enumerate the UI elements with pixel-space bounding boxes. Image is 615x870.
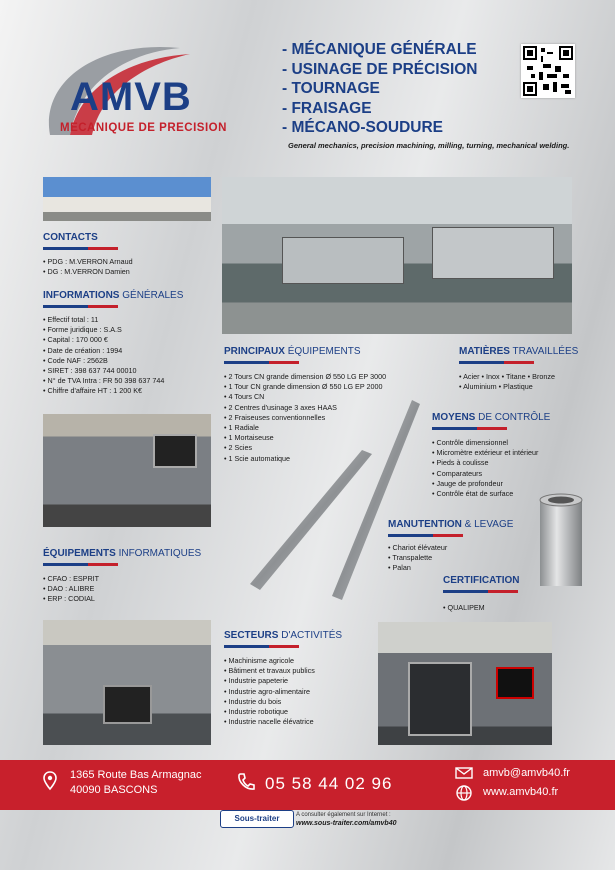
equipment-item: • 2 Centres d'usinage 3 axes HAAS <box>224 403 386 413</box>
sector-item: • Industrie du bois <box>224 697 342 707</box>
sector-item: • Industrie robotique <box>224 707 342 717</box>
control-item: • Contrôle dimensionnel <box>432 438 550 448</box>
info-item: • Capital : 170 000 € <box>43 335 183 345</box>
materials-title-light: TRAVAILLÉES <box>509 346 579 357</box>
email-link[interactable]: amvb@amvb40.fr <box>483 767 570 779</box>
control-title-light: DE CONTRÔLE <box>475 412 551 423</box>
sector-item: • Bâtiment et travaux publics <box>224 666 342 676</box>
info-item: • Date de création : 1994 <box>43 346 183 356</box>
section-divider <box>224 645 299 648</box>
services-list <box>282 40 478 138</box>
phone-number[interactable]: 05 58 44 02 96 <box>265 774 393 793</box>
section-divider <box>388 534 463 537</box>
handling-section <box>388 519 513 574</box>
service-item: - USINAGE DE PRÉCISION <box>282 60 478 78</box>
tagline: General mechanics, precision machining, milling, turning, mechanical welding. <box>288 141 570 150</box>
section-divider <box>443 590 518 593</box>
section-divider <box>432 427 507 430</box>
it-item: • CFAO : ESPRIT <box>43 574 201 584</box>
certification-title: CERTIFICATION <box>443 575 520 586</box>
equipment-item: • 1 Radiale <box>224 423 386 433</box>
sector-item: • Industrie papeterie <box>224 676 342 686</box>
equipment-item: • 1 Tour CN grande dimension Ø 550 LG EP 2000 <box>224 382 386 392</box>
it-title-light: INFORMATIQUES <box>115 548 202 559</box>
materials-title-bold: MATIÈRES <box>459 346 510 357</box>
control-item: • Micromètre extérieur et intérieur <box>432 448 550 458</box>
sector-item: • Machinisme agricole <box>224 656 342 666</box>
sectors-title <box>224 630 342 641</box>
sous-traiter-logo[interactable]: Sous-traiter <box>220 810 294 828</box>
handling-title <box>388 519 513 530</box>
control-item: • Jauge de profondeur <box>432 479 550 489</box>
sectors-title-light: D'ACTIVITÉS <box>278 630 343 641</box>
materials-section <box>459 346 578 392</box>
control-title <box>432 412 550 423</box>
equipment-item: • 1 Scie automatique <box>224 454 386 464</box>
info-item: • Code NAF : 2562B <box>43 356 183 366</box>
handling-item: • Transpalette <box>388 553 513 563</box>
section-divider <box>43 247 118 250</box>
lathe-photo <box>43 620 211 745</box>
section-divider <box>43 563 118 566</box>
materials-line: • Acier • Inox • Titane • Bronze <box>459 372 555 381</box>
sector-item: • Industrie agro-alimentaire <box>224 687 342 697</box>
equipment-title <box>224 346 386 357</box>
it-item: • ERP : CODIAL <box>43 594 201 604</box>
workshop-photo <box>222 177 572 334</box>
equipment-item: • 2 Tours CN grande dimension Ø 550 LG EP 3000 <box>224 372 386 382</box>
phone-icon <box>236 772 256 792</box>
brand-name: AMVB <box>70 75 192 119</box>
sectors-section <box>224 630 342 727</box>
control-item: • Pieds à coulisse <box>432 458 550 468</box>
materials-title <box>459 346 578 357</box>
control-item: • Contrôle état de surface <box>432 489 550 499</box>
building-photo <box>43 177 211 221</box>
service-item: - FRAISAGE <box>282 99 372 117</box>
certification-section <box>443 575 519 613</box>
it-title-bold: ÉQUIPEMENTS <box>43 548 116 559</box>
equipment-item: • 2 Scies <box>224 443 386 453</box>
mail-icon <box>455 767 473 779</box>
equipment-item: • 2 Fraiseuses conventionnelles <box>224 413 386 423</box>
service-item: - MÉCANO-SOUDURE <box>282 119 444 136</box>
equipment-title-bold: PRINCIPAUX <box>224 346 285 357</box>
contact-item: • PDG : M.VERRON Arnaud <box>43 257 133 267</box>
it-title <box>43 548 201 559</box>
info-item: • Effectif total : 11 <box>43 315 183 325</box>
sous-traiter-note: A consulter également sur Internet : <box>296 812 391 818</box>
equipment-item: • 1 Mortaiseuse <box>224 433 386 443</box>
sectors-title-bold: SECTEURS <box>224 630 279 641</box>
info-section <box>43 290 183 397</box>
handling-title-bold: MANUTENTION <box>388 519 462 530</box>
contact-item: • DG : M.VERRON Damien <box>43 267 133 277</box>
service-item: - MÉCANIQUE GÉNÉRALE <box>282 41 477 58</box>
info-item: • SIRET : 398 637 744 00010 <box>43 366 183 376</box>
control-title-bold: MOYENS <box>432 412 476 423</box>
control-section <box>432 412 550 499</box>
it-section <box>43 548 201 605</box>
website-link[interactable]: www.amvb40.fr <box>483 786 559 798</box>
address-line-1: 1365 Route Bas Armagnac <box>70 769 202 781</box>
handling-item: • Chariot élévateur <box>388 543 513 553</box>
materials-line: • Aluminium • Plastique <box>459 382 533 391</box>
info-item: • Forme juridique : S.A.S <box>43 325 183 335</box>
handling-item: • Palan <box>388 563 513 573</box>
equipment-title-light: ÉQUIPEMENTS <box>284 346 361 357</box>
section-divider <box>43 305 118 308</box>
globe-icon <box>456 785 472 801</box>
info-item: • N° de TVA Intra : FR 50 398 637 744 <box>43 376 183 386</box>
location-pin-icon <box>43 771 57 791</box>
contacts-title: CONTACTS <box>43 232 98 243</box>
bushing-image <box>538 492 584 592</box>
qr-code <box>521 44 575 98</box>
handling-title-light: & LEVAGE <box>461 519 514 530</box>
cnc-photo-1 <box>43 414 211 527</box>
equipment-section <box>224 346 386 464</box>
sous-traiter-link[interactable]: www.sous-traiter.com/amvb40 <box>296 820 397 827</box>
it-item: • DAO : ALIBRE <box>43 584 201 594</box>
address-line-2: 40090 BASCONS <box>70 784 158 796</box>
certification-item: • QUALIPEM <box>443 603 519 613</box>
contacts-section <box>43 232 133 277</box>
equipment-item: • 4 Tours CN <box>224 392 386 402</box>
info-title-bold: INFORMATIONS <box>43 290 120 301</box>
section-divider <box>224 361 299 364</box>
section-divider <box>459 361 534 364</box>
service-item: - TOURNAGE <box>282 80 380 97</box>
control-item: • Comparateurs <box>432 469 550 479</box>
info-title <box>43 290 183 301</box>
brand-subtitle: MECANIQUE DE PRECISION <box>60 122 227 134</box>
cnc-photo-2 <box>378 622 552 745</box>
info-item: • Chiffre d'affaire HT : 1 200 K€ <box>43 386 183 396</box>
sector-item: • Industrie nacelle élévatrice <box>224 717 342 727</box>
info-title-light: GÉNÉRALES <box>119 290 184 301</box>
